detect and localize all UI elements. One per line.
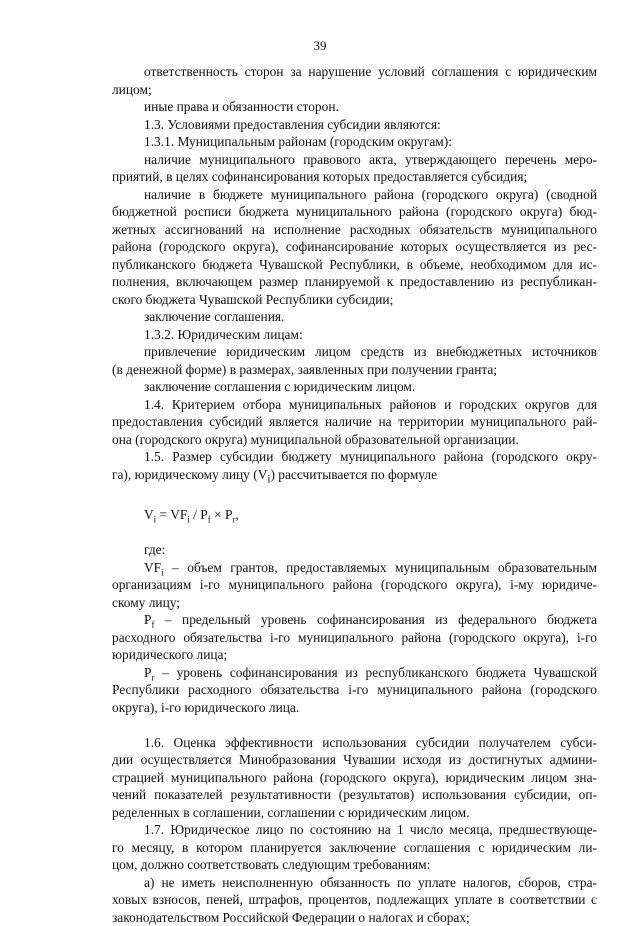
page-number: 39 bbox=[313, 38, 327, 53]
text-line: $VF_i$ – объем грантов, предоставляемых муниципальным образовательным bbox=[144, 559, 597, 578]
formula-intro-line bbox=[112, 466, 597, 489]
spacer bbox=[112, 716, 597, 734]
text-line: жетных ассигнований на исполнение расходных обязательств муниципального bbox=[112, 221, 597, 237]
text-line: привлечение юридическим лицом средств из внебюджетных источников bbox=[144, 344, 597, 359]
text-line: приятий, в целях софинансирования которых предоставляется субсидия; bbox=[112, 169, 528, 184]
text-line: заключение соглашения с юридическим лицом. bbox=[144, 379, 416, 394]
text-line: а) не иметь неисполненную обязанность по уплате налогов, сборов, стра- bbox=[144, 874, 597, 890]
spacer bbox=[112, 489, 597, 507]
text-line: района (городского округа), софинансирование которых осуществляется из рес- bbox=[112, 239, 597, 254]
text-line: округа), i-го юридического лица. bbox=[112, 699, 300, 715]
where-label: где: bbox=[144, 542, 166, 558]
formula-intro-after: ) рассчитывается по формуле bbox=[270, 466, 438, 482]
text-line: юридического лица; bbox=[112, 647, 228, 663]
text-line: публиканского бюджета Чувашской Республики, в объеме, необходимом для ис- bbox=[112, 256, 597, 272]
text-line: ределенных в соглашении, соглашении с юридическим лицом. bbox=[112, 804, 470, 820]
formula-intro-before: га), юридическому лицу (V bbox=[112, 466, 268, 482]
text-line: страцией муниципального района (городского округа), юридическим лицом зна- bbox=[112, 769, 597, 785]
formula-intro-sub: i bbox=[267, 473, 271, 486]
text-line: скому лицу; bbox=[112, 594, 180, 610]
text-line: цом, должно соответствовать следующим требованиям: bbox=[112, 857, 431, 873]
spacer bbox=[112, 524, 597, 542]
text-line: Республики расходного обязательства i-го муниципального района (городского bbox=[112, 682, 597, 698]
document-body bbox=[112, 63, 597, 926]
text-line: 1.7. Юридическое лицо по состоянию на 1 число месяца, предшествующе- bbox=[144, 822, 597, 838]
text-line: лицом; bbox=[112, 81, 152, 97]
text-line: 1.3.2. Юридическим лицам: bbox=[144, 326, 303, 342]
text-line: наличие муниципального правового акта, утверждающего перечень меро- bbox=[144, 151, 597, 167]
text-line: дии осуществляется Минобразования Чувашии исходя из достигнутых админи- bbox=[112, 752, 597, 768]
text-line: ского бюджета Чувашской Республики субсидии; bbox=[112, 291, 394, 307]
text-line: она (городского округа) муниципальной образовательной организации. bbox=[112, 431, 519, 447]
text-line: го месяцу, в котором планируется заключение соглашения с юридическим ли- bbox=[112, 839, 597, 855]
text-line: бюджетной росписи бюджета муниципального района (городского округа) бюд- bbox=[112, 204, 597, 219]
text-line: чений показателей результативности (результатов) использования субсидии, оп- bbox=[112, 787, 597, 803]
text-block-evaluation bbox=[112, 734, 597, 926]
text-line: 1.6. Оценка эффективности использования субсидии получателем субси- bbox=[144, 734, 597, 750]
formula: $V_i = VF_i / P_f \times P_r$, bbox=[144, 507, 239, 525]
text-line: ответственность сторон за нарушение условий соглашения с юридическим bbox=[144, 64, 597, 79]
text-block-variables bbox=[112, 559, 597, 717]
text-line: 1.3.1. Муниципальным районам (городским округам): bbox=[144, 134, 452, 149]
text-line: предоставления субсидий является наличие на территории муниципального рай- bbox=[112, 414, 597, 429]
text-line: организациям i-го муниципального района (городского округа), i-му юридиче- bbox=[112, 577, 597, 593]
text-line: 1.5. Размер субсидии бюджету муниципального района (городского окру- bbox=[144, 449, 597, 464]
text-line: наличие в бюджете муниципального района (городского округа) (сводной bbox=[144, 186, 597, 202]
text-line: 1.3. Условиями предоставления субсидии являются: bbox=[144, 116, 441, 132]
text-line: полнения, включающем размер планируемой к предоставлению из республикан- bbox=[112, 274, 597, 289]
text-line: 1.4. Критерием отбора муниципальных районов и городских округов для bbox=[144, 396, 597, 412]
text-line: заключение соглашения. bbox=[144, 309, 285, 324]
text-line: расходного обязательства i-го муниципального района (городского округа), i-го bbox=[112, 629, 597, 645]
text-line: иные права и обязанности сторон. bbox=[144, 99, 339, 114]
text-line: ховых взносов, пеней, штрафов, процентов, подлежащих уплате в соответствии с bbox=[112, 892, 597, 908]
text-line: $P_r$ – уровень софинансирования из республиканского бюджета Чувашской bbox=[144, 664, 597, 683]
text-block-conditions bbox=[112, 63, 597, 466]
text-line: законодательством Российской Федерации о налогах и сборах; bbox=[112, 909, 470, 925]
text-line: (в денежной форме) в размерах, заявленных при получении гранта; bbox=[112, 361, 498, 377]
text-line: $P_f$ – предельный уровень софинансирования из федерального бюджета bbox=[144, 612, 597, 630]
